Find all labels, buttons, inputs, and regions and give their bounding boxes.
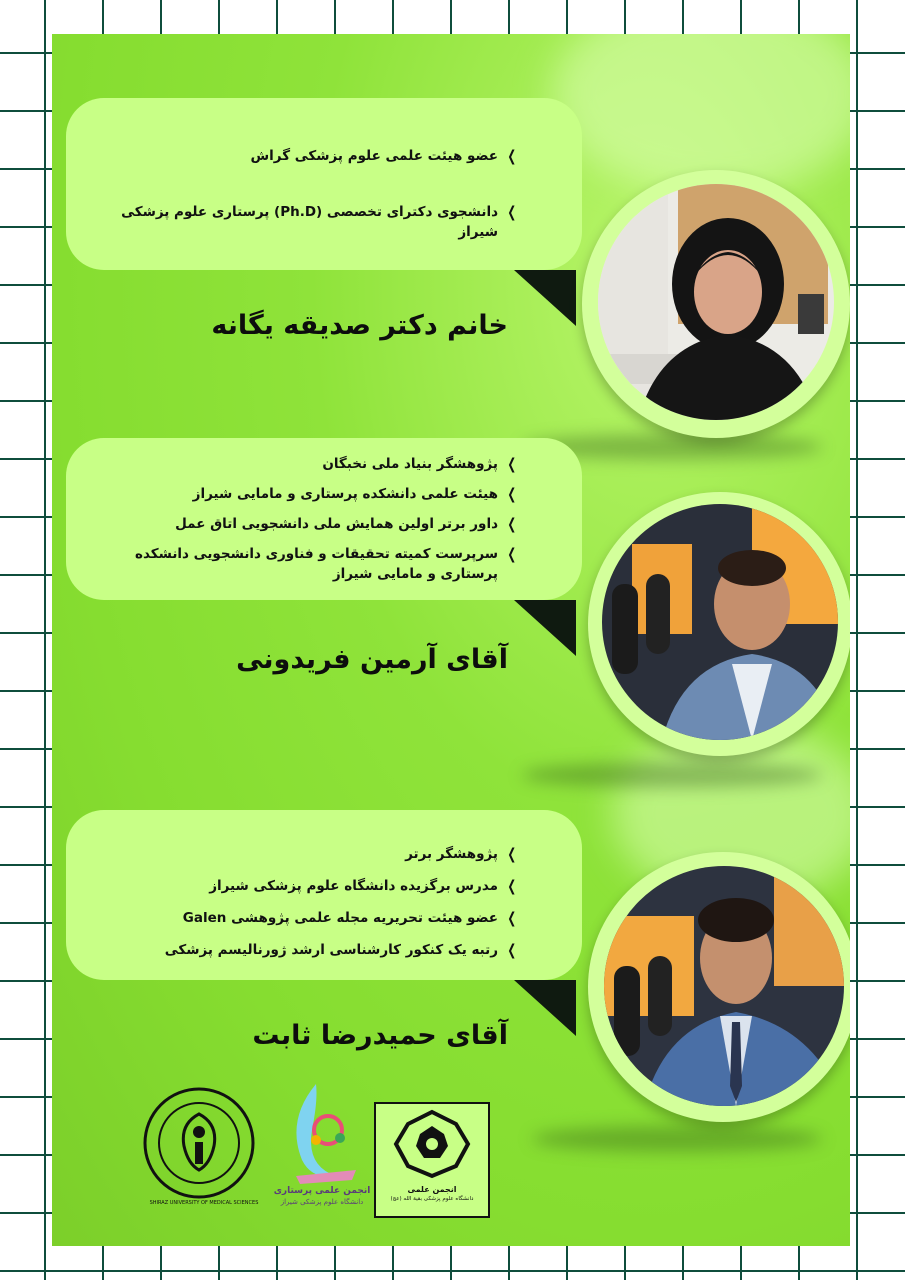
chevron-right-icon: ❯ [507, 147, 517, 165]
item-text: مدرس برگزیده دانشگاه علوم پزشکی شیراز [209, 878, 498, 894]
person-2-item [86, 514, 518, 534]
poster [52, 34, 850, 1246]
chevron-right-icon: ❯ [507, 877, 517, 895]
chevron-right-icon: ❯ [507, 941, 517, 959]
person-2-item [88, 544, 518, 584]
ribbon-fold [514, 980, 576, 1036]
item-text: پژوهشگر برتر [405, 846, 498, 862]
person-1-item [86, 202, 518, 242]
chevron-right-icon: ❯ [507, 203, 517, 221]
section-shadow [532, 1126, 822, 1152]
baqiyatallah-association-logo [374, 1102, 490, 1218]
ribbon-fold [514, 270, 576, 326]
item-text: هیئت علمی دانشکده پرستاری و مامایی شیراز [192, 486, 498, 502]
person-1-photo [598, 184, 834, 420]
nursing-association-logo [266, 1080, 376, 1188]
nursing-association-subtitle: دانشگاه علوم پزشکی شیراز [280, 1198, 364, 1206]
person-1-info-box [66, 98, 582, 270]
person-3-name: آقای حمیدرضا ثابت [252, 1020, 508, 1051]
chevron-right-icon: ❯ [507, 545, 517, 563]
item-text: عضو هیئت تحریریه مجله علمی پژوهشی Galen [182, 910, 498, 926]
person-2-item [86, 454, 518, 474]
baqiyatallah-subtitle: دانشگاه علوم پزشکی بقیة الله (عج) [390, 1196, 474, 1202]
chevron-right-icon: ❯ [507, 515, 517, 533]
shiraz-university-caption: SHIRAZ UNIVERSITY OF MEDICAL SCIENCES [149, 1200, 259, 1206]
ribbon-fold [514, 600, 576, 656]
person-2-info-box [66, 438, 582, 600]
person-3-photo [604, 866, 844, 1106]
person-3-item [86, 940, 518, 960]
person-3-item [86, 876, 518, 896]
person-3-info-box [66, 810, 582, 980]
shiraz-university-logo [140, 1084, 258, 1202]
item-text: داور برتر اولین همایش ملی دانشجویی اتاق عمل [175, 516, 498, 532]
person-2-item [86, 484, 518, 504]
person-1-item [86, 146, 518, 166]
person-2-name: آقای آرمین فریدونی [236, 644, 508, 675]
person-3-item [86, 908, 518, 928]
person-2-photo [602, 504, 838, 740]
person-3-item [86, 844, 518, 864]
chevron-right-icon: ❯ [507, 845, 517, 863]
chevron-right-icon: ❯ [507, 455, 517, 473]
chevron-right-icon: ❯ [507, 909, 517, 927]
chevron-right-icon: ❯ [507, 485, 517, 503]
item-text: پژوهشگر بنیاد ملی نخبگان [322, 456, 498, 472]
section-shadow [522, 762, 822, 788]
nursing-association-title: انجمن علمی پرستاری [273, 1186, 371, 1196]
item-text: عضو هیئت علمی علوم پزشکی گراش [250, 148, 498, 164]
baqiyatallah-title: انجمن علمی [407, 1185, 457, 1194]
item-text: سرپرست کمیته تحقیقات و فناوری دانشجویی دانشکده پرستاری و مامایی شیراز [134, 546, 498, 582]
item-text: دانشجوی دکترای تخصصی (Ph.D) پرستاری علوم پزشکی شیراز [121, 204, 498, 240]
person-1-name: خانم دکتر صدیقه یگانه [211, 310, 508, 341]
item-text: رتبه یک کنکور کارشناسی ارشد ژورنالیسم پزشکی [164, 942, 498, 958]
